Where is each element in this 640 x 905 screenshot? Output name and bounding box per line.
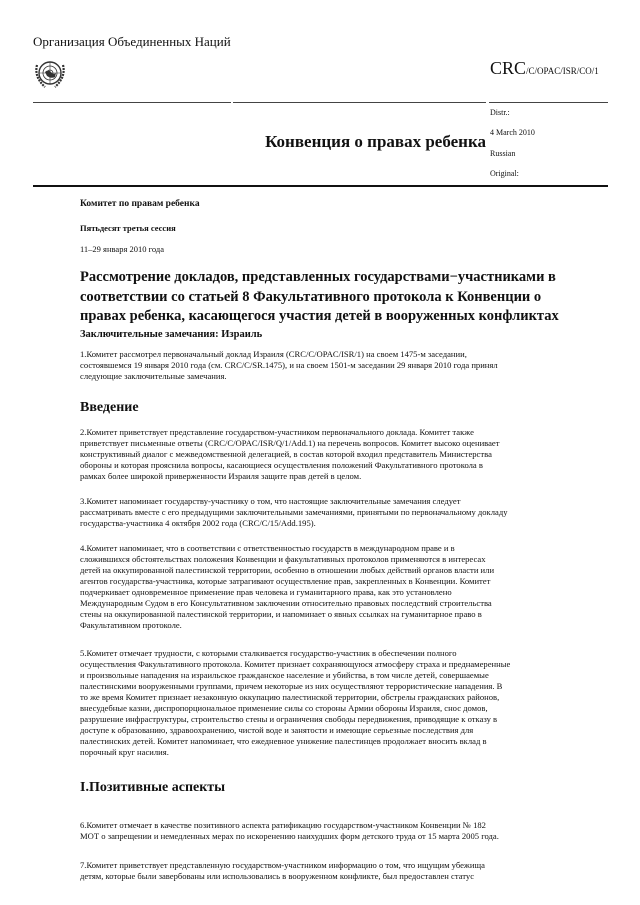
- paragraph-4: [80, 543, 494, 631]
- paragraph-line: 1.Комитет рассмотрел первоначальный доклад Израиля (CRC/C/OPAC/ISR/1) на своем 1475-м заседании,: [80, 349, 467, 359]
- paragraph-5: [80, 648, 510, 758]
- section-positive: I.Позитивные аспекты: [80, 780, 226, 795]
- un-emblem-icon: [32, 57, 68, 93]
- header-rule: [233, 102, 486, 103]
- paragraph-line: разрушение инфраструктуры, строительство стены и ограничения свободы передвижения, приводящие к отказу в: [80, 714, 498, 724]
- paragraph-line: следующие заключительные замечания.: [80, 371, 227, 381]
- header-rule: [489, 102, 608, 103]
- paragraph-7: [80, 860, 485, 882]
- document-language: Russian: [490, 149, 516, 158]
- header-thick-rule: [33, 185, 608, 187]
- symbol-main: CRC: [490, 58, 527, 78]
- original-label: Original:: [490, 169, 519, 178]
- paragraph-line: порочный круг насилия.: [80, 747, 169, 757]
- paragraph-6: [80, 820, 499, 842]
- paragraph-line: рассматривать вместе с его предыдущими заключительными замечаниями, принятыми по первоначальному докладу: [80, 507, 508, 517]
- session-dates: 11–29 января 2010 года: [80, 244, 164, 254]
- document-heading: [80, 268, 559, 327]
- paragraph-line: палестинскими вооруженными группами, причем некоторые из них осуществляют террористические нападения. В: [80, 681, 503, 691]
- paragraph-line: стены на оккупированной палестинской территории, и напоминает о явных ссылках на гуманитарное право в: [80, 609, 482, 619]
- paragraph-line: осуществления Факультативного протокола. Комитет признает сохраняющуюся атмосферу страха и преднамеренные: [80, 659, 511, 669]
- paragraph-line: детям, которые были завербованы или использовались в вооруженном конфликте, был предоставлен статус: [80, 871, 475, 881]
- paragraph-1: [80, 349, 498, 382]
- subheading: Заключительные замечания: Израиль: [80, 329, 263, 340]
- paragraph-line: 6.Комитет отмечает в качестве позитивного аспекта ратификацию государством-участником Конвенции № 182: [80, 820, 486, 830]
- header-rule: [33, 102, 231, 103]
- paragraph-line: внесудебные казни, диспропорциональное применение силы со стороны Армии обороны Израиля, снос домов,: [80, 703, 488, 713]
- committee-name: Комитет по правам ребенка: [80, 199, 200, 209]
- heading-line: Рассмотрение докладов, представленных государствами−участниками в: [80, 269, 556, 285]
- document-date: 4 March 2010: [490, 128, 535, 137]
- paragraph-line: Факультативном протоколе.: [80, 620, 182, 630]
- paragraph-line: палестинских детей. Комитет напоминает, что ежедневное унижение палестинцев продолжает вносить вклад в: [80, 736, 487, 746]
- paragraph-line: приветствует письменные ответы (CRC/C/OPAC/ISR/Q/1/Add.1) на перечень вопросов. Комитет высоко оценивает: [80, 438, 500, 448]
- heading-line: соответствии со статьей 8 Факультативного протокола к Конвенции о: [80, 288, 542, 305]
- paragraph-line: состоявшемся 19 января 2010 года (см. CRC/C/SR.1475), и на своем 1501-м заседании 29 января 2010 года принял: [80, 360, 498, 370]
- paragraph-line: детей на оккупированной палестинской территории, особенно в отношении любых действий органов власти или: [80, 565, 495, 575]
- paragraph-line: МОТ о запрещении и немедленных мерах по искоренению наихудших форм детского труда от 15 марта 2005 года.: [80, 831, 499, 841]
- section-intro: Введение: [80, 400, 139, 415]
- paragraph-line: государства-участника 4 октября 2002 года (CRC/C/15/Add.195).: [80, 518, 316, 528]
- distr-label: Distr.:: [490, 108, 510, 117]
- session-name: Пятьдесят третья сессия: [80, 223, 176, 233]
- convention-title: Конвенция о правах ребенка: [265, 132, 486, 151]
- symbol-suffix: /C/OPAC/ISR/CO/1: [526, 66, 599, 76]
- paragraph-line: доступе к образованию, здравоохранению, чистой воде и занятости и имеющие серьезные последствия для: [80, 725, 474, 735]
- organization-name: Организация Объединенных Наций: [33, 34, 231, 49]
- paragraph-line: подчеркивает одновременное применение прав человека и гуманитарного права, как это установлено: [80, 587, 452, 597]
- paragraph-line: 2.Комитет приветствует представление государством-участником первоначального доклада. Комитет также: [80, 427, 474, 437]
- paragraph-line: сложившихся обстоятельствах положения Конвенции и факультативных протоколов применяются в интересах: [80, 554, 486, 564]
- paragraph-3: [80, 496, 508, 529]
- paragraph-line: обороны и которая прояснила вопросы, касающиеся осуществления положений Факультативного протокола в: [80, 460, 483, 470]
- paragraph-line: Международным Судом в его Консультативном заключении относительно правовых последствий строительства: [80, 598, 492, 608]
- paragraph-2: [80, 427, 500, 482]
- heading-line: правах ребенка, касающегося участия детей в вооруженных конфликтах: [80, 308, 559, 324]
- paragraph-line: агентов государства-участника, которые затрагивают осуществление прав, закрепленных в Конвенции. Комитет: [80, 576, 491, 586]
- paragraph-line: то же время Комитет признает незаконную оккупацию палестинской территории, обстрелы гражданских районов,: [80, 692, 500, 702]
- paragraph-line: 7.Комитет приветствует представленную государством-участником информацию о том, что ищущим убежища: [80, 860, 485, 870]
- paragraph-line: 3.Комитет напоминает государству-участнику о том, что настоящие заключительные замечания следует: [80, 496, 461, 506]
- paragraph-line: конструктивный диалог с межведомственной делегацией, в состав которой входил представитель Министерства: [80, 449, 492, 459]
- paragraph-line: 5.Комитет отмечает трудности, с которыми сталкивается государство-участник в обеспечении полного: [80, 648, 457, 658]
- paragraph-line: рамках более широкой приверженности Израиля защите прав детей в целом.: [80, 471, 362, 481]
- paragraph-line: и произвольные нападения на израильское гражданское население и убийства, в том числе детей, совершаемые: [80, 670, 489, 680]
- document-symbol: [490, 58, 599, 79]
- paragraph-line: 4.Комитет напоминает, что в соответствии с ответственностью государств в международном праве и в: [80, 543, 455, 553]
